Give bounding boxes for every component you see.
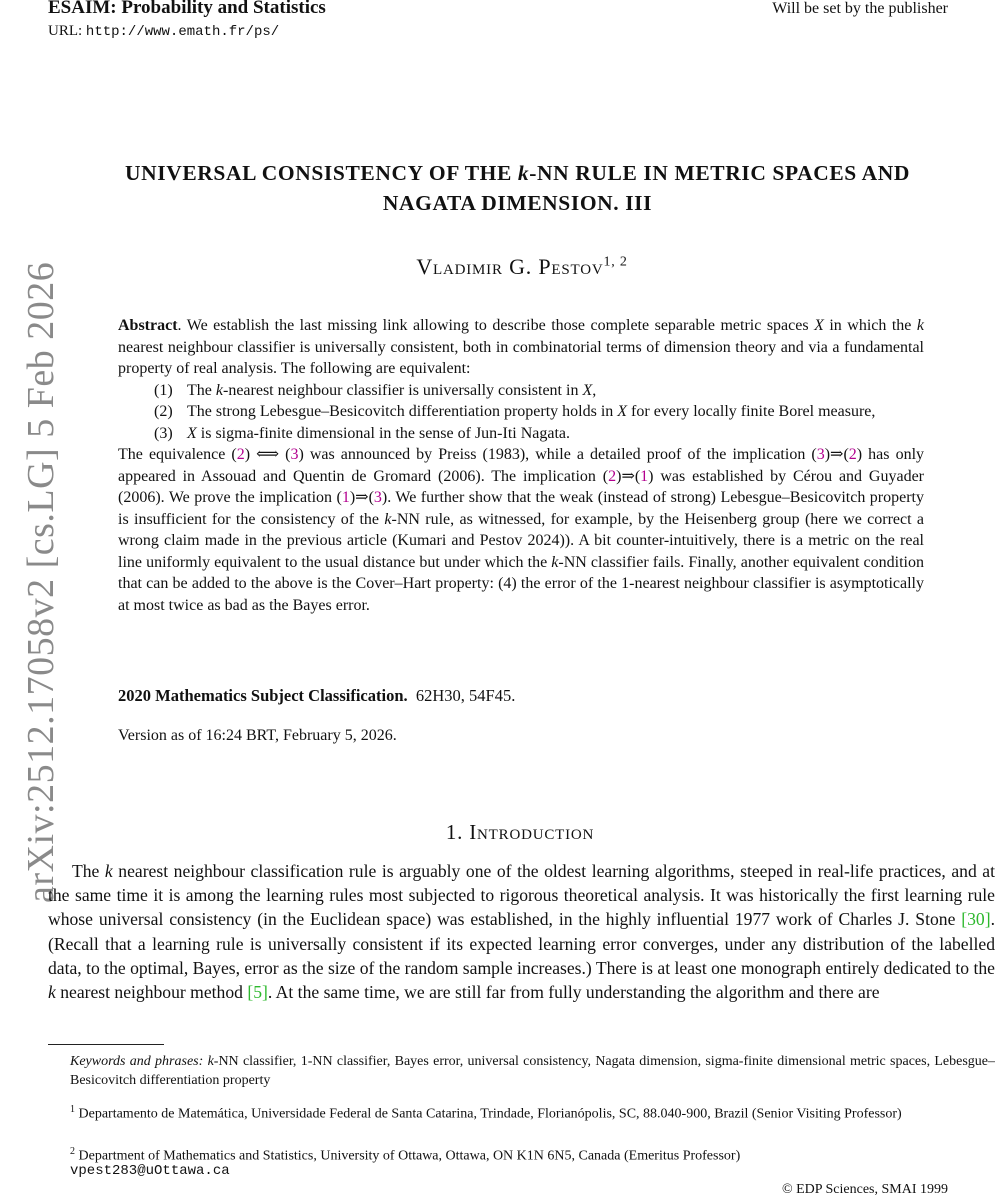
citation-link[interactable]: [30] — [961, 909, 991, 930]
msc-label: 2020 Mathematics Subject Classification. — [118, 686, 408, 705]
journal-url-link[interactable]: http://www.emath.fr/ps/ — [85, 24, 280, 40]
list-item: (3) X is sigma-finite dimensional in the sense of Jun-Iti Nagata. — [154, 424, 571, 442]
intro-paragraph: The k nearest neighbour classification rule is arguably one of the oldest learning algorithms, steeped in real-life practices, and at the same time it is among the learning rules most subjected to rigorous theoretical analysis. It was historically the first learning rule whose universal consistency (in the Euclidean space) was established, in the highly influential 1977 work of Charles J. Stone [30]. (Recall that a learning rule is universally consistent if its expected learning error converges, under any distribution of the labelled data, to the optimal, Bayes, error as the size of the random sample increases.) There is at least one monograph entirely dedicated to the k nearest neighbour method [5]. At the same time, we are still far from fully understanding the algorithm and there are — [48, 861, 995, 1003]
author-email[interactable]: vpest283@uOttawa.ca — [70, 1163, 230, 1179]
list-item: (2) The strong Lebesgue–Besicovitch differentiation property holds in X for every locally finite Borel measure, — [154, 403, 876, 420]
section-heading: 1. Introduction — [445, 820, 595, 844]
arxiv-stamp: arXiv:2512.17058v2 [cs.LG] 5 Feb 2026 — [20, 261, 62, 903]
author — [0, 254, 995, 280]
footnote-divider — [48, 1044, 164, 1045]
ref-link[interactable]: 1 — [640, 467, 649, 485]
ref-link[interactable]: 1 — [341, 489, 350, 506]
affiliation-footnote-1: $^1$ Departamento de Matemática, Universidade Federal de Santa Catarina, Trindade, Florianópolis, SC, 88.040-900, Brazil (Senior Visiting Professor) — [70, 1104, 902, 1122]
ref-link[interactable]: 2 — [236, 446, 245, 463]
version-line: Version as of 16:24 BRT, February 5, 2026. — [118, 727, 397, 744]
ref-link[interactable]: 3 — [290, 446, 299, 463]
journal-title: ESAIM: Probability and Statistics — [48, 0, 326, 18]
msc-classification — [118, 686, 515, 706]
abstract: Abstract. We establish the last missing link allowing to describe those complete separable metric spaces X in which the k nearest neighbour classifier is universally consistent, both in combinatorial terms of dimension theory and via a fundamental property of real analysis. The following are equivalent: (1) The k-nearest neighbour classifier is universally consistent in X, (2) The strong Lebesgue–Besicovitch differentiation property holds in X for every locally finite Borel measure, (3) X is sigma-finite dimensional in the sense of Jun-Iti Nagata. The equivalence (2) ⟺ (3) was announced by Preiss (1983), while a detailed proof of the implication (3)⇒(2) has only appeared in Assouad and Quentin de Gromard (2006). The implication (2)⇒(1) was established by Cérou and Guyader (2006). We prove the implication (1)⇒(3). We further show that the weak (instead of strong) Lebesgue–Besicovitch property is insufficient for the consistency of the k-NN rule, as witnessed, for example, by the Heisenberg group (here we correct a wrong claim made in the previous article (Kumari and Pestov 2024)). A bit counter-intuitively, there is a metric on the real line uniformly equivalent to the usual distance but under which the k-NN classifier fails. Finally, another equivalent condition that can be added to the above is the Cover–Hart property: (4) the error of the 1-nearest neighbour classifier is asymptotically at most twice as bad as the Bayes error. — [118, 315, 924, 616]
url-label: URL: — [48, 23, 83, 39]
ref-link[interactable]: 3 — [816, 446, 825, 463]
copyright: © EDP Sciences, SMAI 1999 — [781, 1182, 948, 1197]
ref-link[interactable]: 2 — [608, 467, 617, 485]
ref-link[interactable]: 2 — [848, 446, 857, 463]
publisher-note: Will be set by the publisher — [772, 0, 948, 17]
msc-codes: 62H30, 54F45. — [415, 686, 516, 705]
paper-title: UNIVERSAL CONSISTENCY OF THE k-NN RULE IN METRIC SPACES AND NAGATA DIMENSION. III — [124, 161, 911, 215]
affiliation-marks: 1, 2 — [603, 254, 628, 270]
abstract-heading: Abstract — [118, 317, 178, 334]
ref-link[interactable]: 3 — [373, 489, 382, 506]
affiliation-footnote-2: $^2$ Department of Mathematics and Statistics, University of Ottawa, Ottawa, ON K1N 6N5, Canada (Emeritus Professor) — [70, 1146, 741, 1164]
list-item: (1) The k-nearest neighbour classifier is universally consistent in X, — [154, 381, 597, 399]
keywords-footnote: Keywords and phrases: k-NN classifier, 1-NN classifier, Bayes error, universal consistency, Nagata dimension, sigma-finite dimensional metric spaces, Lebesgue–Besicovitch differentiation property — [70, 1054, 995, 1088]
citation-link[interactable]: [5] — [247, 982, 268, 1003]
author-name: Vladimir G. Pestov — [416, 254, 604, 279]
equivalence-list — [118, 380, 924, 445]
journal-url-line — [48, 23, 279, 40]
abstract-body: The equivalence (2) ⟺ (3) was announced by Preiss (1983), while a detailed proof of the implication (3)⇒(2) has only appeared in Assouad and Quentin de Gromard (2006). The implication (2)⇒(1) was established by Cérou and Guyader (2006). We prove the implication (1)⇒(3). We further show that the weak (instead of strong) Lebesgue–Besicovitch property is insufficient for the consistency of the k-NN rule, as witnessed, for example, by the Heisenberg group (here we correct a wrong claim made in the previous article (Kumari and Pestov 2024)). A bit counter-intuitively, there is a metric on the real line uniformly equivalent to the usual distance but under which the k-NN classifier fails. Finally, another equivalent condition that can be added to the above is the Cover–Hart property: (4) the error of the 1-nearest neighbour classifier is asymptotically at most twice as bad as the Bayes error. — [118, 446, 925, 614]
